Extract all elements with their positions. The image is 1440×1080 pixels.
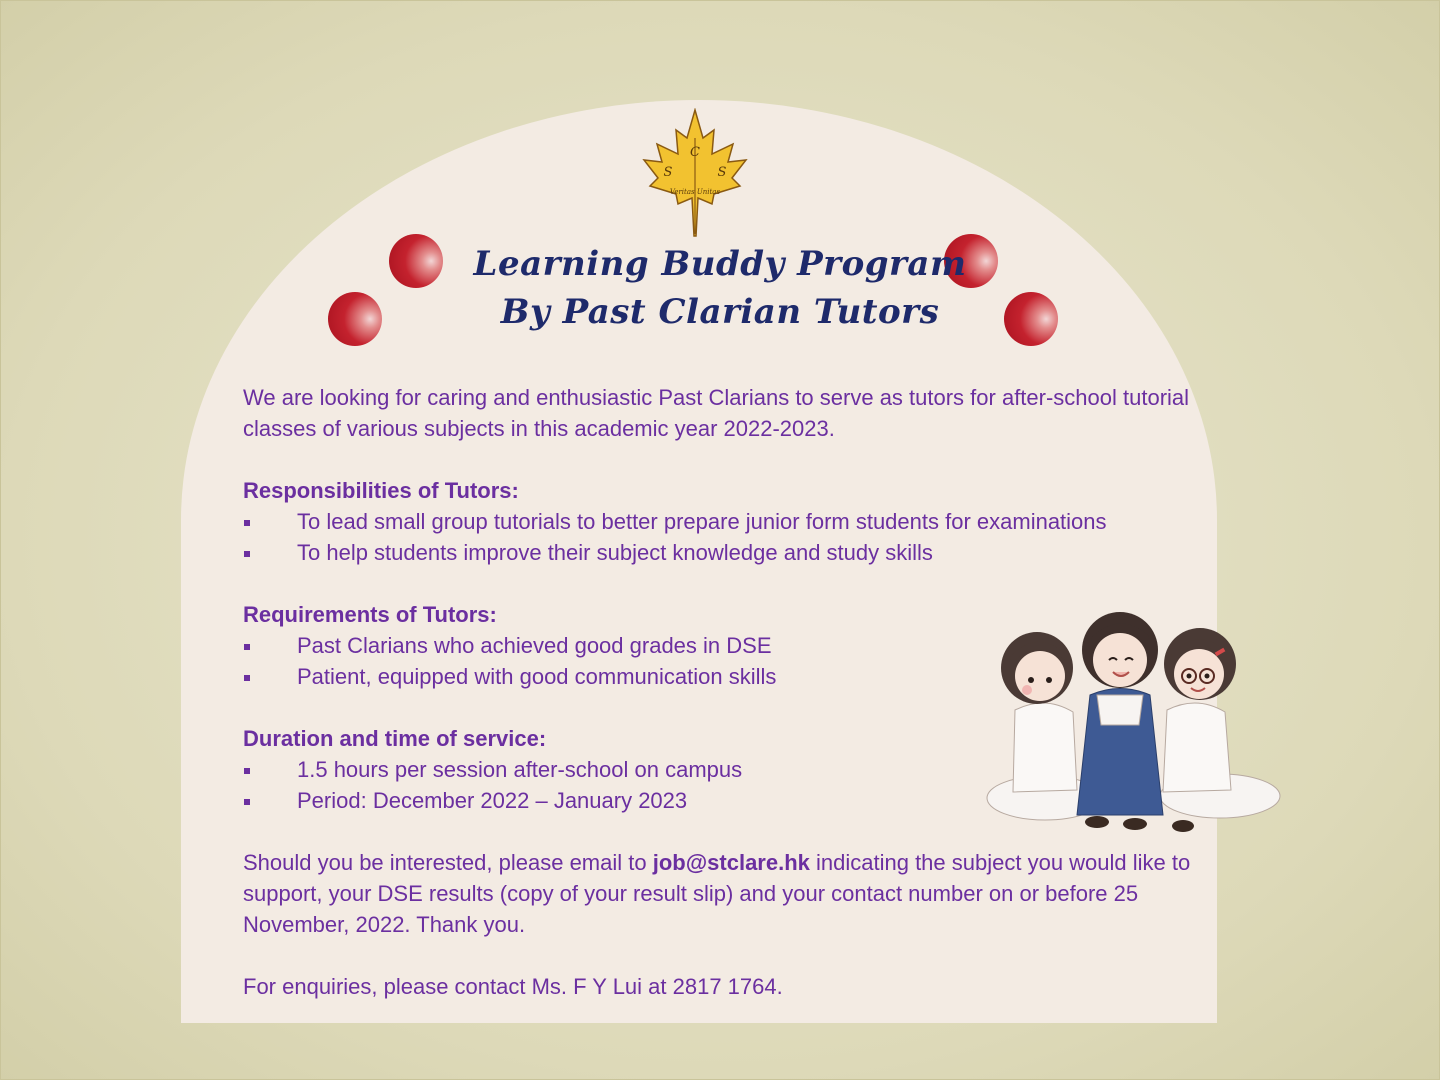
list-item: Past Clarians who achieved good grades in DSE [243,630,1203,661]
intro-paragraph: We are looking for caring and enthusiastic Past Clarians to serve as tutors for after-school tutorial classes of various subjects in this academic year 2022-2023. [243,385,1190,441]
section-heading-responsibilities: Responsibilities of Tutors: [243,478,519,503]
page-title [400,240,1040,336]
list-item: Period: December 2022 – January 2023 [243,785,1203,816]
list-item: To lead small group tutorials to better prepare junior form students for examinations [243,506,1203,537]
section-heading-duration: Duration and time of service: [243,726,547,751]
enquiries-text: For enquiries, please contact Ms. F Y Lui at 2817 1764. [243,974,783,999]
application-text-before: Should you be interested, please email to [243,850,653,875]
email-link[interactable]: job@stclare.hk [652,850,810,875]
svg-text:S: S [663,165,673,180]
logo-motto: Veritas Unitas [669,188,721,196]
red-ball-decoration [328,292,382,346]
application-paragraph [243,847,1203,940]
svg-text:S: S [717,165,727,180]
list-item: 1.5 hours per session after-school on campus [243,754,1203,785]
svg-text:C: C [690,145,700,160]
list-item: To help students improve their subject knowledge and study skills [243,537,1203,568]
maple-leaf-crest-icon [640,108,750,238]
application-text-after: indicating the subject you would like to support, your DSE results (copy of your result slip) and your contact number on or before 25 November, 2022. Thank you. [243,850,1191,937]
title-line-2: By Past Clarian Tutors [500,292,940,332]
title-line-1: Learning Buddy Program [473,244,967,284]
list-item: Patient, equipped with good communication skills [243,661,1203,692]
section-heading-requirements: Requirements of Tutors: [243,602,497,627]
three-schoolgirls-illustration [985,600,1285,840]
